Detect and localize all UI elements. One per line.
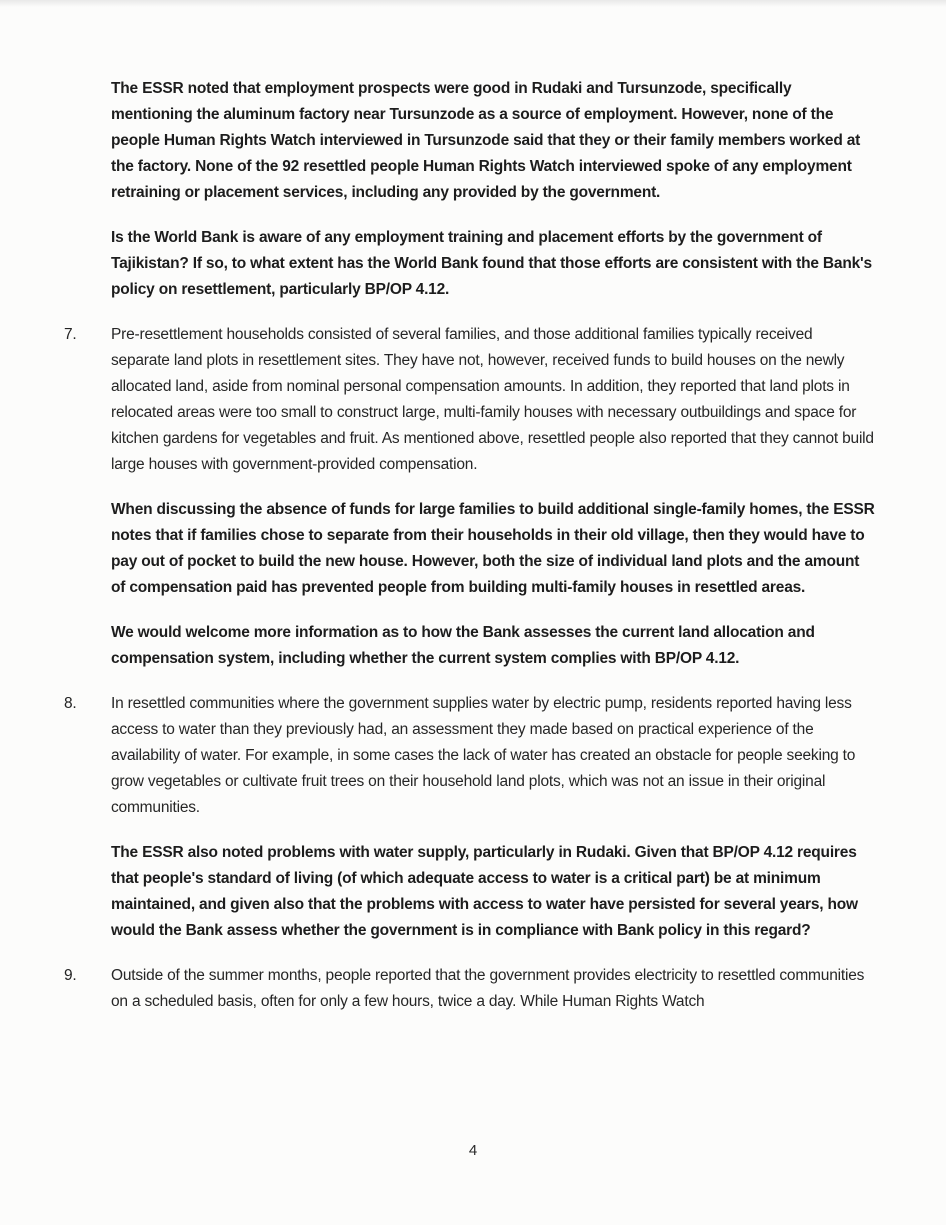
paragraph-text: We would welcome more information as to how the Bank assesses the current land allocation and compensation system, including whether the current system complies with BP/OP 4.12. xyxy=(111,624,815,667)
paragraph-text: Is the World Bank is aware of any employment training and placement efforts by the government of Tajikistan? If so, to what extent has the World Bank found that those efforts are consistent with the Bank's policy on resettlement, particularly BP/OP 4.12. xyxy=(111,229,872,298)
paragraph-text: In resettled communities where the government supplies water by electric pump, residents reported having less access to water than they previously had, an assessment they made based on practical experience of the availability of water. For example, in some cases the lack of water has created an obstacle for people seeking to grow vegetables or cultivate fruit trees on their household land plots, which was not an issue in their original communities. xyxy=(111,695,856,816)
paragraph-text: Pre-resettlement households consisted of several families, and those additional families typically received separate land plots in resettlement sites. They have not, however, received funds to build houses on the newly allocated land, aside from nominal personal compensation amounts. In addition, they reported that land plots in relocated areas were too small to construct large, multi-family houses with necessary outbuildings and space for kitchen gardens for vegetables and fruit. As mentioned above, resettled people also reported that they cannot build large houses with government-provided compensation. xyxy=(111,326,874,473)
paragraph-text: When discussing the absence of funds for large families to build additional single-family homes, the ESSR notes that if families chose to separate from their households in their old village, then they would have to pay out of pocket to build the new house. However, both the size of individual land plots and the amount of compensation paid has prevented people from building multi-family houses in resettled areas. xyxy=(111,501,875,596)
scan-edge-shadow xyxy=(0,0,946,7)
paragraph-text: Outside of the summer months, people reported that the government provides electricity to resettled communities on a scheduled basis, often for only a few hours, twice a day. While Human Rights Watch xyxy=(111,967,865,1010)
paragraph xyxy=(64,497,876,601)
list-item-number: 7. xyxy=(64,326,77,343)
list-item xyxy=(64,322,876,478)
paragraph xyxy=(64,225,876,303)
paragraph-text: The ESSR noted that employment prospects were good in Rudaki and Tursunzode, specifically mentioning the aluminum factory near Tursunzode as a source of employment. However, none of the people Human Rights Watch interviewed in Tursunzode said that they or their family members worked at the factory. None of the 92 resettled people Human Rights Watch interviewed spoke of any employment retraining or placement services, including any provided by the government. xyxy=(111,80,861,201)
paragraph-text: The ESSR also noted problems with water supply, particularly in Rudaki. Given that BP/OP 4.12 requires that people's standard of living (of which adequate access to water is a critical part) be at minimum maintained, and given also that the problems with access to water have persisted for several years, how would the Bank assess whether the government is in compliance with Bank policy in this regard? xyxy=(111,844,858,939)
paragraph xyxy=(64,840,876,944)
list-item xyxy=(64,691,876,821)
document-body xyxy=(64,76,876,1034)
paragraph xyxy=(64,620,876,672)
list-item xyxy=(64,963,876,1015)
list-item-number: 8. xyxy=(64,695,77,712)
page-number: 4 xyxy=(468,1142,478,1159)
paragraph xyxy=(64,76,876,206)
list-item-number: 9. xyxy=(64,967,77,984)
